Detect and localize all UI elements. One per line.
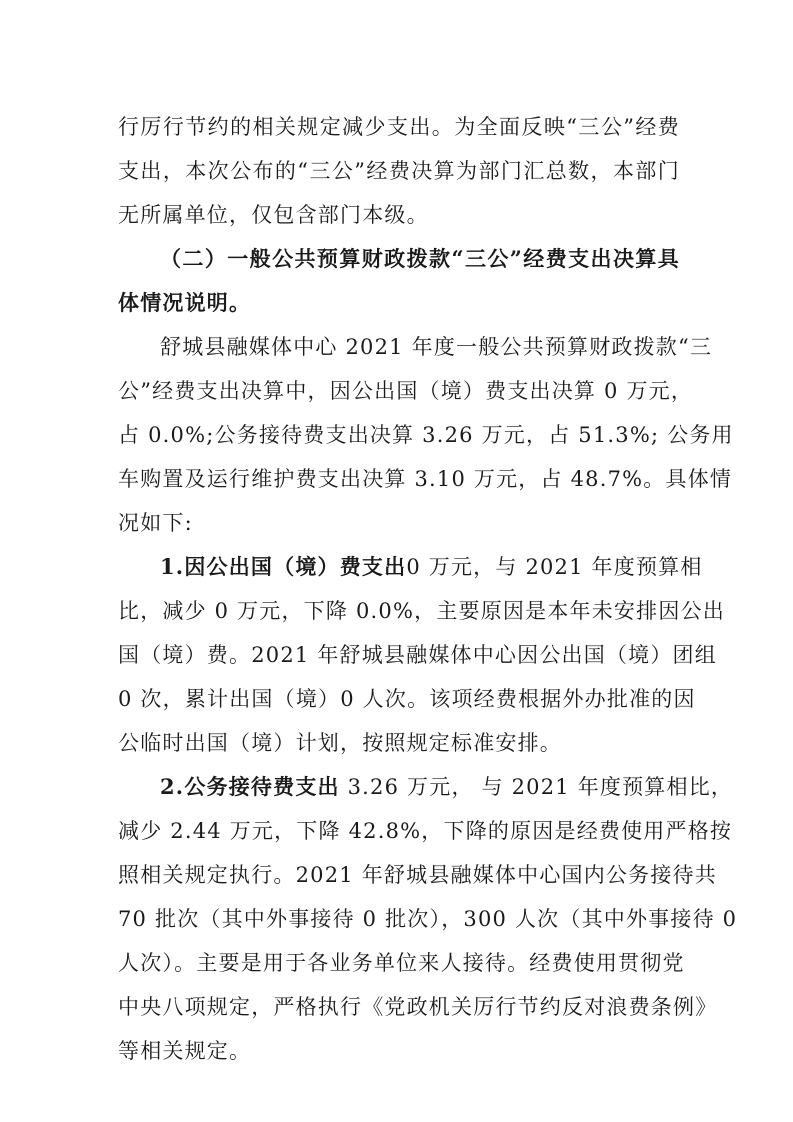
paragraph-line: 减少 2.44 万元，下降 42.8%，下降的原因是经费使用严格按 [118,819,733,843]
item-2-heading: 2.公务接待费支出 [160,774,340,799]
item-1-heading: 1.因公出国（境）费支出 [160,554,407,579]
paragraph-line: 况如下: [118,511,193,535]
paragraph-line: 无所属单位，仅包含部门本级。 [118,203,429,227]
item-2-line [160,767,734,807]
item-1-text: 0 万元，与 2021 年度预算相 [406,555,703,579]
paragraph-line: 公临时出国（境）计划，按照规定标准安排。 [118,731,562,755]
paragraph-line: 车购置及运行维护费支出决算 3.10 万元，占 48.7%。具体情 [118,467,733,491]
paragraph-line: 照相关规定执行。2021 年舒城县融媒体中心国内公务接待共 [118,863,717,887]
paragraph-line: 人次）。主要是用于各业务单位来人接待。经费使用贯彻党 [118,951,685,975]
paragraph-line: 支出，本次公布的“三公”经费决算为部门汇总数，本部门 [118,159,680,183]
paragraph-line: 国（境）费。2021 年舒城县融媒体中心因公出国（境）团组 [118,643,717,667]
item-1-line [160,547,703,587]
paragraph-line: 占 0.0%;公务接待费支出决算 3.26 万元，占 51.3%; 公务用 [118,423,734,447]
paragraph-line: 公”经费支出决算中，因公出国（境）费支出决算 0 万元， [118,379,694,403]
paragraph-line: 行厉行节约的相关规定减少支出。为全面反映“三公”经费 [118,115,680,139]
paragraph-line: 中央八项规定，严格执行《党政机关厉行节约反对浪费条例》 [118,995,718,1019]
paragraph-line: 等相关规定。 [118,1039,252,1063]
item-2-text: 3.26 万元， 与 2021 年度预算相比， [339,775,734,799]
paragraph-line: 0 次，累计出国（境）0 人次。该项经费根据外办批准的因 [118,687,696,711]
section-heading-continued: 体情况说明。 [118,290,252,315]
section-heading: （二）一般公共预算财政拨款“三公”经费支出决算具 [160,246,680,271]
paragraph-line: 70 批次（其中外事接待 0 批次），300 人次（其中外事接待 0 [118,907,738,931]
paragraph-line: 舒城县融媒体中心 2021 年度一般公共预算财政拨款“三 [160,335,713,359]
paragraph-line: 比，减少 0 万元，下降 0.0%，主要原因是本年未安排因公出 [118,599,725,623]
